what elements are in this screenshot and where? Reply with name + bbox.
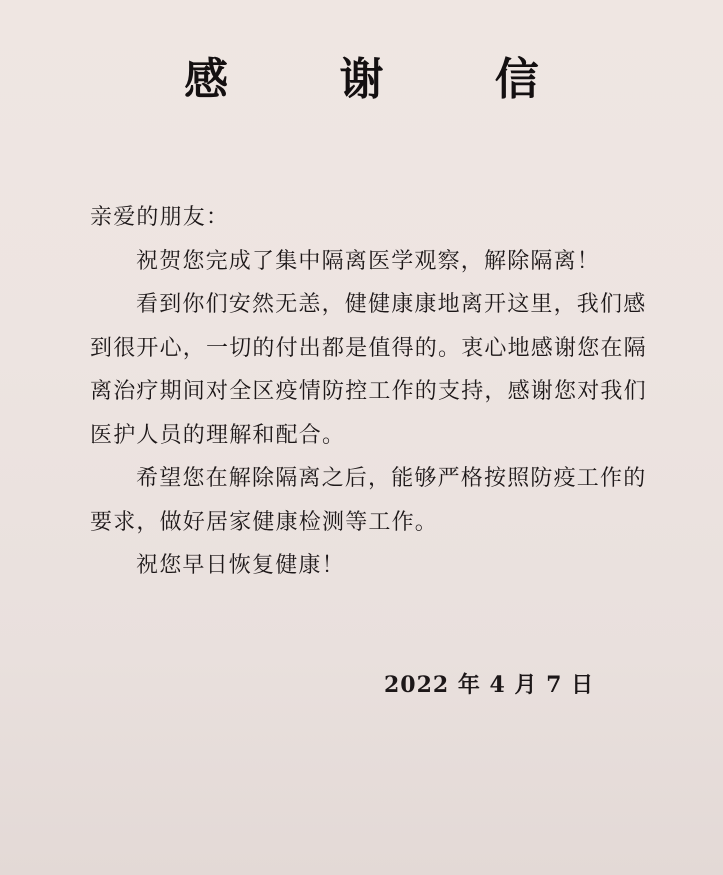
letter-title: 感 谢 信 xyxy=(184,54,587,105)
paragraph-hope: 希望您在解除隔离之后，能够严格按照防疫工作的要求，做好居家健康检测等工作。 xyxy=(90,466,647,535)
letter-body xyxy=(90,196,665,588)
paragraph-thanks: 看到你们安然无恙，健健康康地离开这里，我们感到很开心，一切的付出都是值得的。衷心地感谢您在隔离治疗期间对全区疫情防控工作的支持，感谢您对我们医护人员的理解和配合。 xyxy=(90,292,647,448)
salutation: 亲爱的朋友： xyxy=(90,205,230,230)
letter-date: 2022 年 4 月 7 日 xyxy=(384,672,595,698)
paragraph-wishes: 祝您早日恢复健康！ xyxy=(136,553,345,578)
paragraph-congratulations: 祝贺您完成了集中隔离医学观察，解除隔离！ xyxy=(136,248,601,274)
